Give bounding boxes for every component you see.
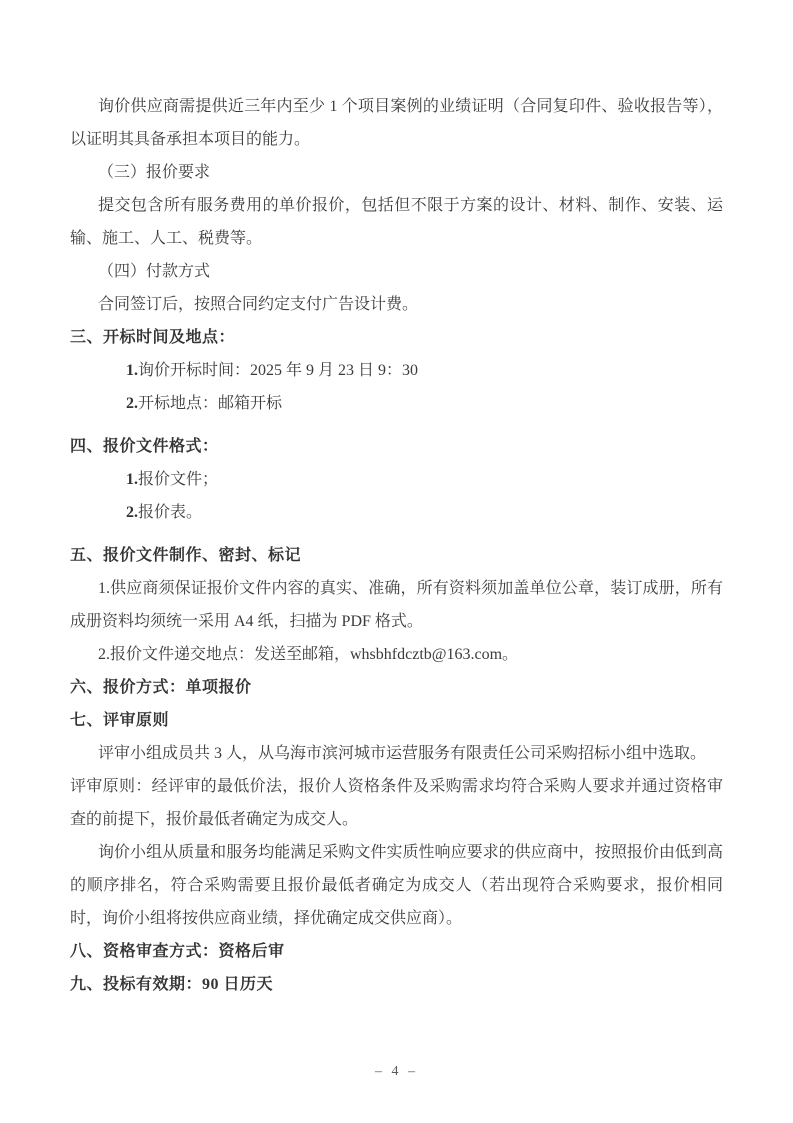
item-text: 报价文件；	[138, 471, 219, 488]
section-heading-review-principle: 七、评审原则	[70, 712, 170, 729]
list-item-bid-opening-place	[98, 387, 723, 420]
section-heading-bid-opening: 三、开标时间及地点：	[70, 329, 236, 346]
page-footer	[0, 1063, 793, 1081]
list-item-bid-opening-time	[98, 354, 723, 387]
subheading-payment-method: （四）付款方式	[98, 263, 211, 280]
paragraph-payment-terms: 合同签订后，按照合同约定支付广告设计费。	[98, 296, 419, 313]
section-heading-quote-file-format: 四、报价文件格式：	[70, 438, 219, 455]
paragraph-file-binding: 1.供应商须保证报价文件内容的真实、准确，所有资料须加盖单位公章，装订成册，所有成册资料均须统一采用 A4 纸，扫描为 PDF 格式。	[70, 580, 723, 630]
item-number: 1.	[126, 362, 138, 379]
paragraph-submission-email: 2.报价文件递交地点：发送至邮箱，whsbhfdcztb@163.com。	[98, 646, 519, 663]
paragraph-qualification-proof: 询价供应商需提供近三年内至少 1 个项目案例的业绩证明（合同复印件、验收报告等），以证明其具备承担本项目的能力。	[70, 98, 723, 148]
section-heading-qualification-review: 八、资格审查方式：资格后审	[70, 943, 285, 960]
list-item-quote-file	[98, 463, 723, 496]
subheading-quote-requirements: （三）报价要求	[98, 164, 211, 181]
paragraph-review-rule: 评审原则：经评审的最低价法，报价人资格条件及采购需求均符合采购人要求并通过资格审查的前提下，报价最低者确定为成交人。	[70, 778, 723, 828]
item-number: 1.	[126, 471, 138, 488]
paragraph-ranking-rule: 询价小组从质量和服务均能满足采购文件实质性响应要求的供应商中，按照报价由低到高的顺序排名，符合采购需要且报价最低者确定为成交人（若出现符合采购要求，报价相同时，询价小组将按供应商业绩，择优确定成交供应商）。	[70, 844, 723, 927]
section-heading-file-sealing: 五、报价文件制作、密封、标记	[70, 547, 302, 564]
page-number: – 4 –	[375, 1064, 418, 1079]
item-text: 报价表。	[138, 504, 203, 521]
paragraph-review-panel: 评审小组成员共 3 人，从乌海市滨河城市运营服务有限责任公司采购招标小组中选取。	[98, 745, 707, 762]
item-text: 询价开标时间：2025 年 9 月 23 日 9：30	[138, 362, 419, 379]
section-heading-quote-method: 六、报价方式：单项报价	[70, 679, 252, 696]
list-item-quote-table	[98, 496, 723, 529]
item-number: 2.	[126, 504, 138, 521]
section-heading-bid-validity: 九、投标有效期：90 日历天	[70, 976, 274, 993]
item-text: 开标地点：邮箱开标	[138, 395, 283, 412]
item-number: 2.	[126, 395, 138, 412]
paragraph-quote-scope: 提交包含所有服务费用的单价报价，包括但不限于方案的设计、材料、制作、安装、运输、施工、人工、税费等。	[70, 197, 723, 247]
